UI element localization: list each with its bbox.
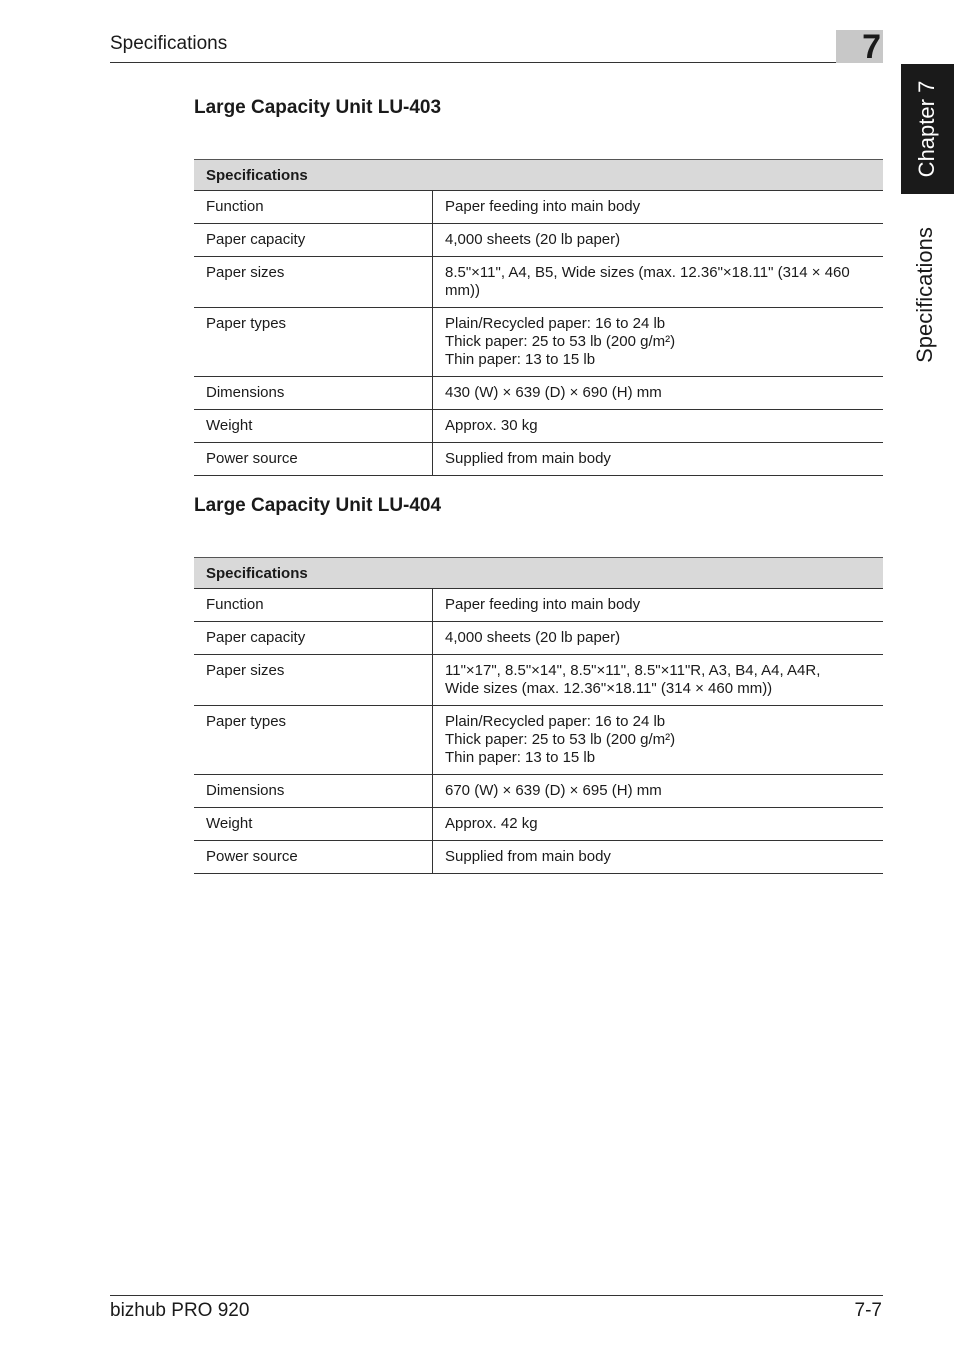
spec-label: Dimensions (194, 775, 433, 808)
spec-label: Paper sizes (194, 655, 433, 706)
footer-page-number: 7-7 (854, 1300, 882, 1321)
spec-label: Weight (194, 808, 433, 841)
spec-table-lu404 (194, 557, 883, 874)
table-row (194, 589, 883, 622)
spec-value-line: Supplied from main body (445, 848, 611, 865)
table-row (194, 775, 883, 808)
spec-value (433, 655, 884, 706)
spec-label: Paper types (194, 706, 433, 775)
spec-value-line: 11"×17", 8.5"×14", 8.5"×11", 8.5"×11"R, A3, B4, A4, A4R, (445, 662, 821, 679)
spec-value-line: Thick paper: 25 to 53 lb (200 g/m²) (445, 333, 676, 350)
spec-label: Paper capacity (194, 622, 433, 655)
table-row (194, 655, 883, 706)
spec-value (433, 841, 884, 874)
section-title-lu403: Large Capacity Unit LU-403 (194, 97, 442, 118)
table-row (194, 410, 883, 443)
spec-value-line: Thick paper: 25 to 53 lb (200 g/m²) (445, 731, 676, 748)
spec-value-line: Approx. 30 kg (445, 417, 538, 434)
spec-value-line: Approx. 42 kg (445, 815, 538, 832)
spec-value (433, 589, 884, 622)
spec-label: Function (194, 589, 433, 622)
table-header-row (194, 558, 883, 589)
spec-value-line: 8.5"×11", A4, B5, Wide sizes (max. 12.36"×18.11" (314 × 460 mm)) (445, 264, 850, 299)
spec-value-line: Plain/Recycled paper: 16 to 24 lb (445, 713, 666, 730)
table-row (194, 224, 883, 257)
spec-label: Weight (194, 410, 433, 443)
table-header: Specifications (194, 558, 883, 589)
table-row (194, 377, 883, 410)
spec-value-line: Plain/Recycled paper: 16 to 24 lb (445, 315, 666, 332)
spec-value-line: 430 (W) × 639 (D) × 690 (H) mm (445, 384, 662, 401)
spec-label: Paper capacity (194, 224, 433, 257)
spec-value (433, 706, 884, 775)
footer-rule (110, 1295, 883, 1296)
spec-value-line: Supplied from main body (445, 450, 611, 467)
spec-value (433, 377, 884, 410)
table-row (194, 257, 883, 308)
section-title-lu404: Large Capacity Unit LU-404 (194, 495, 442, 516)
spec-value-line: 4,000 sheets (20 lb paper) (445, 231, 621, 248)
spec-value (433, 410, 884, 443)
spec-value (433, 775, 884, 808)
table-row (194, 191, 883, 224)
spec-value-line: 4,000 sheets (20 lb paper) (445, 629, 621, 646)
spec-label: Paper types (194, 308, 433, 377)
side-tab-section-label: Specifications (912, 227, 937, 363)
spec-value-line: Thin paper: 13 to 15 lb (445, 749, 596, 766)
spec-value-line: 670 (W) × 639 (D) × 695 (H) mm (445, 782, 662, 799)
spec-value-line: Thin paper: 13 to 15 lb (445, 351, 596, 368)
running-header-title: Specifications (110, 33, 228, 54)
spec-label: Power source (194, 841, 433, 874)
table-row (194, 622, 883, 655)
spec-value-line: Paper feeding into main body (445, 596, 641, 613)
spec-value (433, 443, 884, 476)
spec-value (433, 308, 884, 377)
table-row (194, 308, 883, 377)
spec-label: Dimensions (194, 377, 433, 410)
header-rule (110, 62, 883, 63)
table-row (194, 443, 883, 476)
spec-value-line: Paper feeding into main body (445, 198, 641, 215)
table-header: Specifications (194, 160, 883, 191)
spec-label: Power source (194, 443, 433, 476)
table-header-row (194, 160, 883, 191)
spec-value-line: Wide sizes (max. 12.36"×18.11" (314 × 460 mm)) (445, 680, 773, 697)
spec-value (433, 224, 884, 257)
spec-value (433, 808, 884, 841)
spec-label: Paper sizes (194, 257, 433, 308)
footer-product-name: bizhub PRO 920 (110, 1300, 250, 1321)
spec-label: Function (194, 191, 433, 224)
chapter-number: 7 (862, 28, 881, 66)
table-row (194, 841, 883, 874)
spec-value (433, 622, 884, 655)
chapter-number-box (836, 28, 883, 66)
spec-value (433, 191, 884, 224)
table-row (194, 808, 883, 841)
table-row (194, 706, 883, 775)
side-tab-chapter-label: Chapter 7 (914, 80, 939, 178)
spec-table-lu403 (194, 159, 883, 476)
spec-value (433, 257, 884, 308)
